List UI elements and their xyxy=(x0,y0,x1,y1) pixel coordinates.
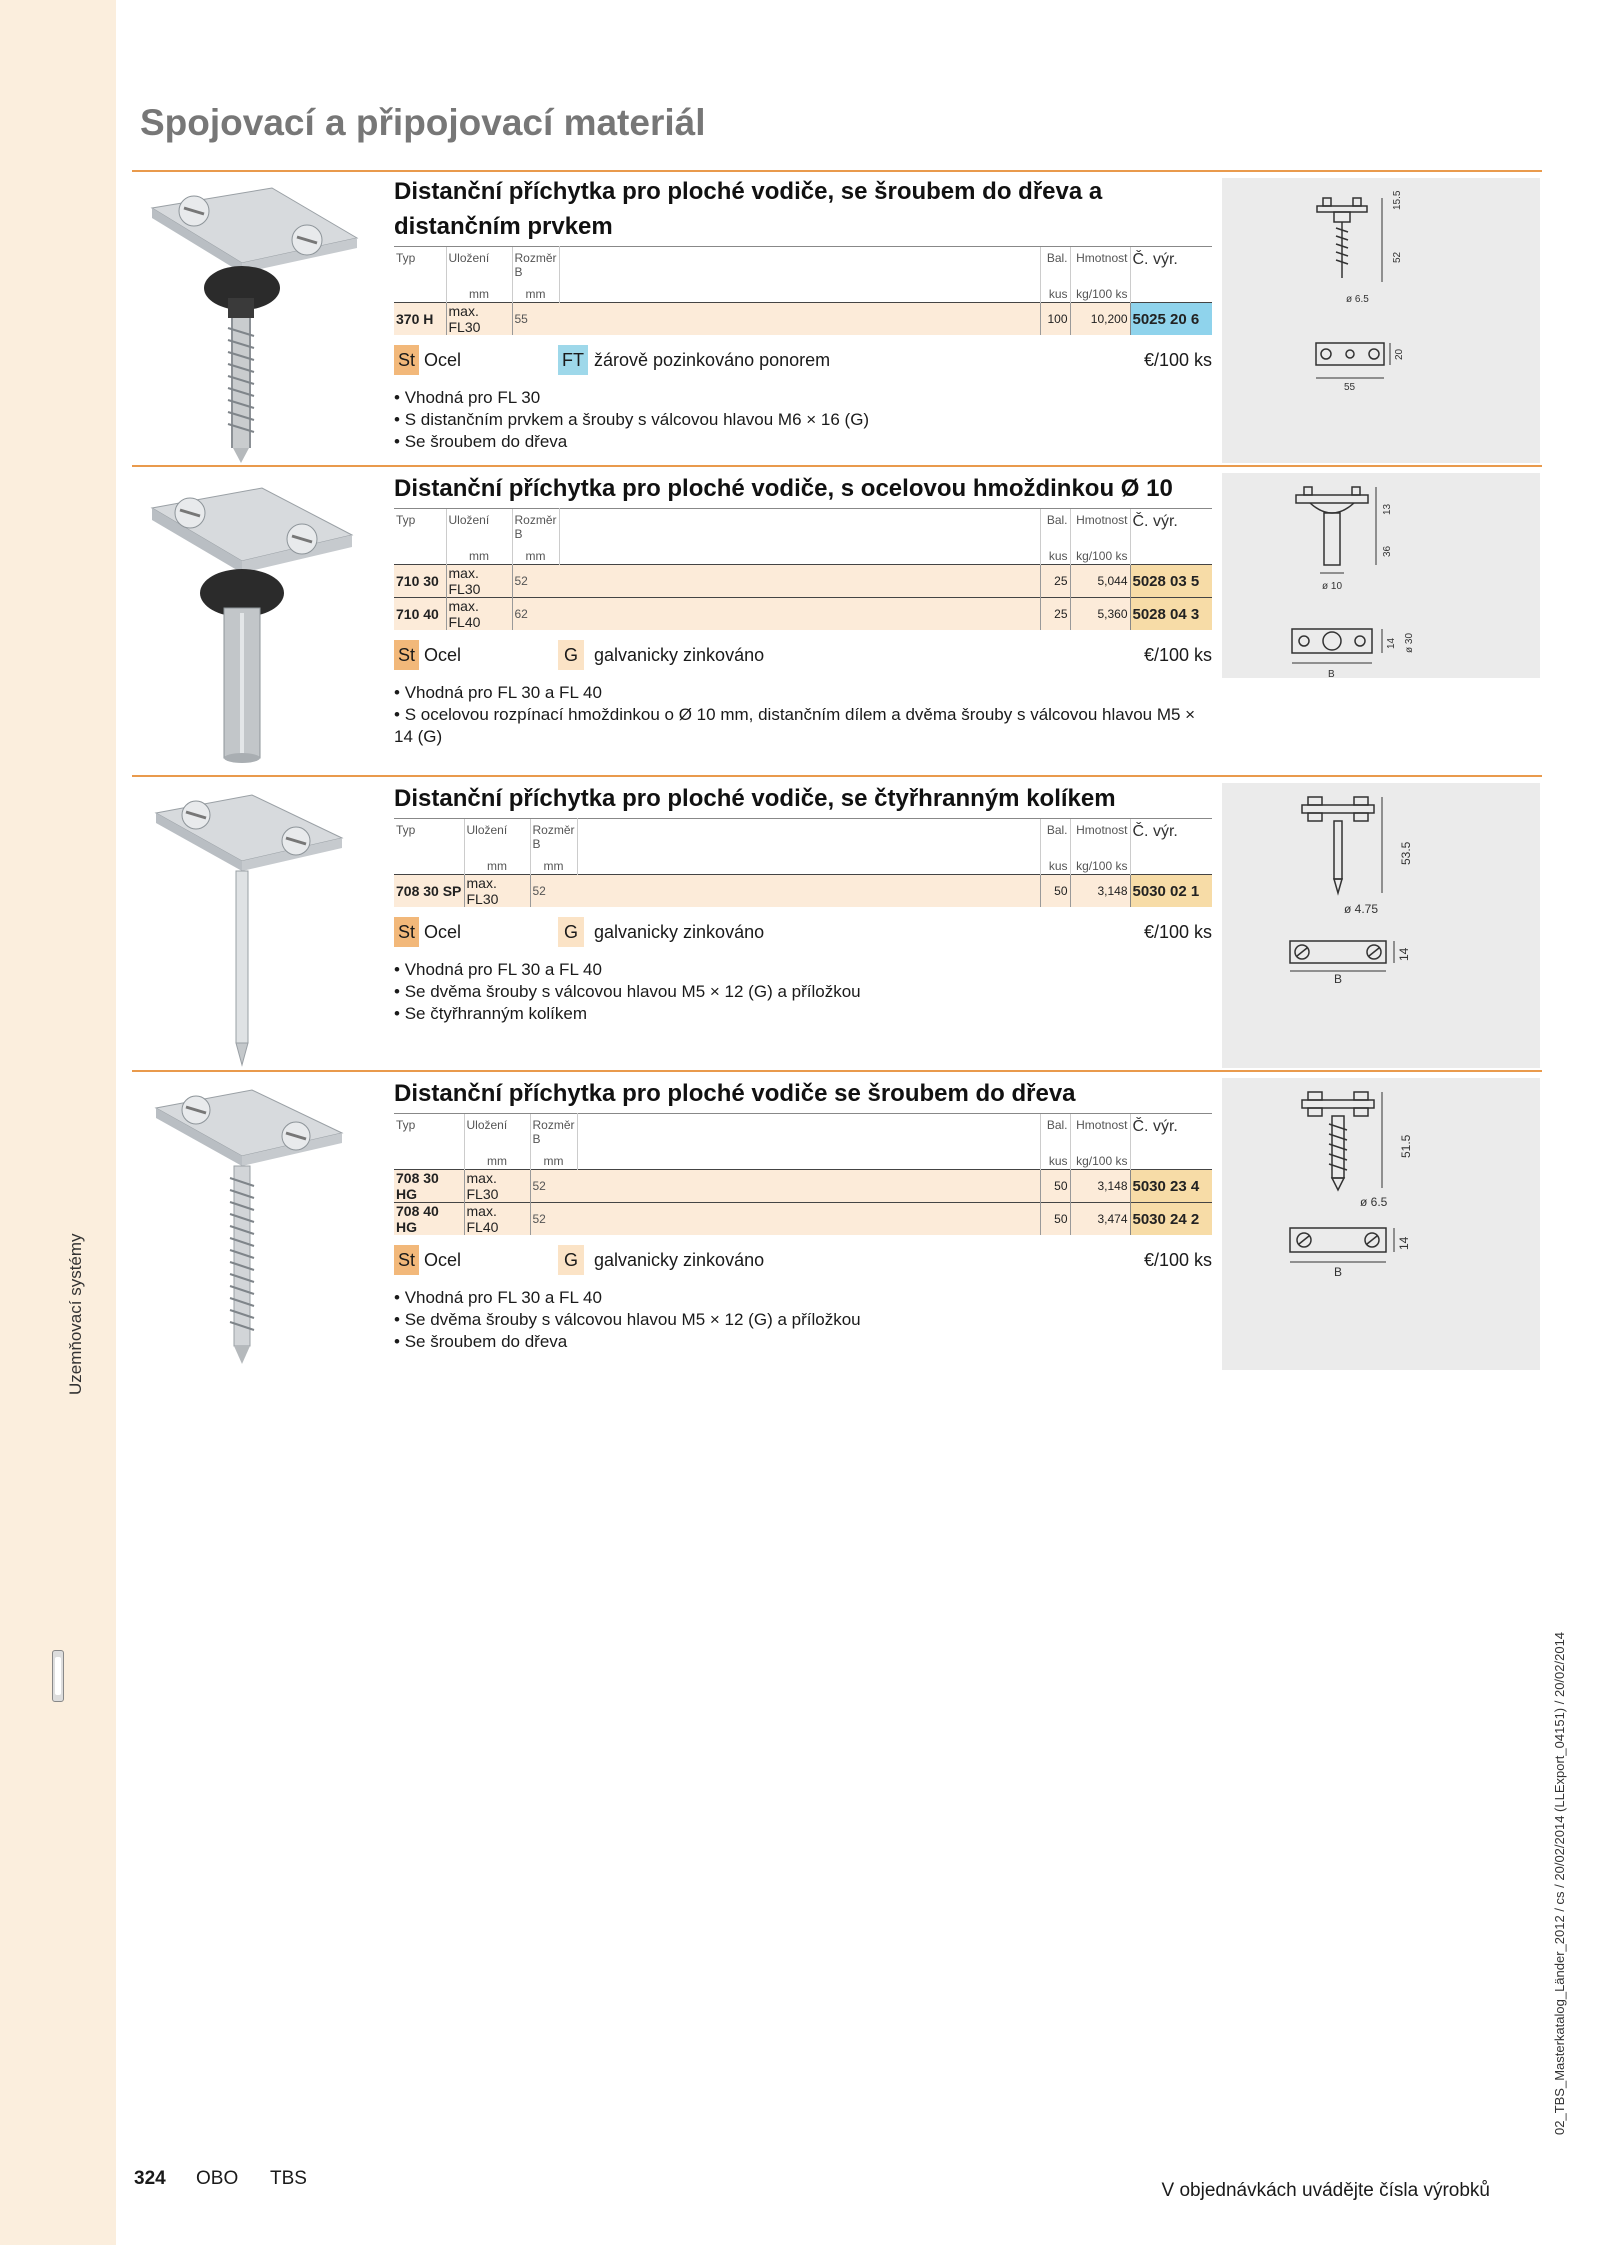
list-item: • S distančním prvkem a šrouby s válcovou hlavou M6 × 16 (G) xyxy=(394,409,1212,431)
dim-label: B xyxy=(1334,972,1343,986)
price-unit: €/100 ks xyxy=(1143,922,1212,942)
col-weight: Hmotnost xyxy=(1070,1114,1130,1152)
dim-label: 52 xyxy=(1392,251,1403,263)
list-item: • Vhodná pro FL 30 xyxy=(394,387,1212,409)
price-unit: €/100 ks xyxy=(1143,1250,1212,1270)
col-dim: Rozměr B xyxy=(512,247,559,285)
cell-dim: 62 xyxy=(512,598,559,631)
dim-label: 51.5 xyxy=(1399,1134,1413,1158)
table-row xyxy=(394,1203,1212,1236)
col-bal: Bal. xyxy=(1040,1114,1070,1152)
cell-bal: 50 xyxy=(1040,875,1070,908)
unit-mm: mm xyxy=(464,1152,530,1170)
material-name: Ocel xyxy=(424,350,462,370)
cell-weight: 3,474 xyxy=(1070,1203,1130,1236)
unit-mm: mm xyxy=(446,285,512,303)
unit-kus: kus xyxy=(1040,285,1070,303)
col-typ: Typ xyxy=(394,819,464,857)
feature-list xyxy=(394,682,1212,748)
list-item: • Vhodná pro FL 30 a FL 40 xyxy=(394,682,1212,704)
unit-kg: kg/100 ks xyxy=(1070,1152,1130,1170)
cell-mount: max. FL30 xyxy=(464,1170,530,1203)
finish-name: galvanicky zinkováno xyxy=(594,1250,765,1270)
cell-weight: 10,200 xyxy=(1070,303,1130,336)
cell-dim: 52 xyxy=(530,875,577,908)
list-item: • S ocelovou rozpínací hmoždinkou o Ø 10 mm, distančním dílem a dvěma šrouby s válcovou hlavou M5 × 14 (G) xyxy=(394,704,1212,748)
finish-name: galvanicky zinkováno xyxy=(594,645,765,665)
cell-art: 5030 23 4 xyxy=(1130,1170,1212,1203)
product-title: Distanční příchytka pro ploché vodiče se šroubem do dřeva xyxy=(394,1080,1076,1107)
col-weight: Hmotnost xyxy=(1070,509,1130,547)
spec-table xyxy=(394,818,1212,907)
unit-kus: kus xyxy=(1040,547,1070,565)
product-section-2 xyxy=(132,465,1542,775)
cell-art: 5025 20 6 xyxy=(1130,303,1212,336)
cell-bal: 100 xyxy=(1040,303,1070,336)
cell-typ: 708 30 HG xyxy=(394,1170,464,1203)
unit-kg: kg/100 ks xyxy=(1070,857,1130,875)
col-dim: Rozměr B xyxy=(512,509,559,547)
cell-dim: 55 xyxy=(512,303,559,336)
col-mount: Uložení xyxy=(464,819,530,857)
feature-list xyxy=(394,1287,1212,1353)
technical-drawing-3 xyxy=(1222,783,1540,1068)
cell-art: 5030 02 1 xyxy=(1130,875,1212,908)
spec-table xyxy=(394,246,1212,335)
col-mount: Uložení xyxy=(446,247,512,285)
table-row xyxy=(394,565,1212,598)
col-bal: Bal. xyxy=(1040,247,1070,285)
cell-weight: 3,148 xyxy=(1070,1170,1130,1203)
material-code: St xyxy=(394,640,419,670)
cell-weight: 5,360 xyxy=(1070,598,1130,631)
col-typ: Typ xyxy=(394,509,446,547)
material-row xyxy=(394,345,1212,375)
col-art: Č. výr. xyxy=(1130,1114,1212,1152)
col-dim: Rozměr B xyxy=(530,1114,577,1152)
dim-label: 13 xyxy=(1382,503,1393,515)
dim-label: ø 30 xyxy=(1404,632,1415,653)
dim-label: 15.5 xyxy=(1392,190,1403,210)
technical-drawing-2 xyxy=(1222,473,1540,678)
material-code: St xyxy=(394,345,419,375)
cell-typ: 710 30 xyxy=(394,565,446,598)
material-code: St xyxy=(394,1245,419,1275)
dim-label: B xyxy=(1328,669,1335,678)
list-item: • Se dvěma šrouby s válcovou hlavou M5 × 12 (G) a příložkou xyxy=(394,1309,1212,1331)
cell-weight: 3,148 xyxy=(1070,875,1130,908)
col-art: Č. výr. xyxy=(1130,819,1212,857)
cell-bal: 50 xyxy=(1040,1203,1070,1236)
cell-art: 5028 04 3 xyxy=(1130,598,1212,631)
unit-kus: kus xyxy=(1040,1152,1070,1170)
cell-bal: 25 xyxy=(1040,598,1070,631)
cell-art: 5030 24 2 xyxy=(1130,1203,1212,1236)
dim-label: 20 xyxy=(1394,348,1405,360)
list-item: • Vhodná pro FL 30 a FL 40 xyxy=(394,959,1212,981)
material-code: St xyxy=(394,917,419,947)
unit-kg: kg/100 ks xyxy=(1070,285,1130,303)
brand-sub: TBS xyxy=(270,2168,307,2189)
col-weight: Hmotnost xyxy=(1070,819,1130,857)
finish-name: galvanicky zinkováno xyxy=(594,922,765,942)
material-name: Ocel xyxy=(424,645,462,665)
spec-table xyxy=(394,508,1212,630)
table-row xyxy=(394,1170,1212,1203)
unit-kus: kus xyxy=(1040,857,1070,875)
cell-art: 5028 03 5 xyxy=(1130,565,1212,598)
col-mount: Uložení xyxy=(464,1114,530,1152)
dim-label: ø 6.5 xyxy=(1360,1195,1388,1209)
price-unit: €/100 ks xyxy=(1143,645,1212,665)
footer-note: V objednávkách uvádějte čísla výrobků xyxy=(1161,2180,1490,2201)
table-row xyxy=(394,303,1212,336)
material-name: Ocel xyxy=(424,922,462,942)
cell-typ: 370 H xyxy=(394,303,446,336)
feature-list xyxy=(394,959,1212,1025)
unit-mm: mm xyxy=(512,285,559,303)
dim-label: B xyxy=(1334,1265,1343,1279)
side-band xyxy=(0,0,116,2245)
price-unit: €/100 ks xyxy=(1143,350,1212,370)
dim-label: 53.5 xyxy=(1399,841,1413,865)
cell-bal: 50 xyxy=(1040,1170,1070,1203)
dim-label: ø 6.5 xyxy=(1346,294,1369,305)
product-title: Distanční příchytka pro ploché vodiče, se čtyřhranným kolíkem xyxy=(394,785,1116,812)
finish-name: žárově pozinkováno ponorem xyxy=(594,350,831,370)
cell-bal: 25 xyxy=(1040,565,1070,598)
finish-code: FT xyxy=(558,345,588,375)
technical-drawing-4 xyxy=(1222,1078,1540,1370)
unit-mm: mm xyxy=(446,547,512,565)
table-row xyxy=(394,875,1212,908)
dim-label: 14 xyxy=(1397,1236,1411,1250)
feature-list xyxy=(394,387,1212,453)
col-bal: Bal. xyxy=(1040,819,1070,857)
col-art: Č. výr. xyxy=(1130,247,1212,285)
product-content-1 xyxy=(394,174,1212,453)
cell-dim: 52 xyxy=(512,565,559,598)
unit-mm: mm xyxy=(530,857,577,875)
technical-drawing-1 xyxy=(1222,178,1540,463)
cell-typ: 708 30 SP xyxy=(394,875,464,908)
list-item: • Se šroubem do dřeva xyxy=(394,1331,1212,1353)
product-title: Distanční příchytka pro ploché vodiče, s ocelovou hmoždinkou Ø 10 xyxy=(394,475,1173,502)
list-item: • Se čtyřhranným kolíkem xyxy=(394,1003,1212,1025)
finish-code: G xyxy=(558,640,584,670)
cell-weight: 5,044 xyxy=(1070,565,1130,598)
dim-label: 36 xyxy=(1382,545,1393,557)
finish-code: G xyxy=(558,917,584,947)
finish-code: G xyxy=(558,1245,584,1275)
dim-label: ø 10 xyxy=(1322,581,1343,592)
spec-table xyxy=(394,1113,1212,1235)
list-item: • Vhodná pro FL 30 a FL 40 xyxy=(394,1287,1212,1309)
unit-mm: mm xyxy=(512,547,559,565)
col-typ: Typ xyxy=(394,1114,464,1152)
chapter-tab-icon xyxy=(52,1650,64,1702)
product-section-1 xyxy=(132,170,1542,465)
col-weight: Hmotnost xyxy=(1070,247,1130,285)
cell-mount: max. FL30 xyxy=(446,303,512,336)
dim-label: ø 4.75 xyxy=(1344,902,1379,916)
cell-dim: 52 xyxy=(530,1170,577,1203)
cell-mount: max. FL30 xyxy=(446,565,512,598)
col-art: Č. výr. xyxy=(1130,509,1212,547)
unit-kg: kg/100 ks xyxy=(1070,547,1130,565)
product-content-3 xyxy=(394,781,1212,1025)
product-photo-3 xyxy=(142,783,382,1068)
col-mount: Uložení xyxy=(446,509,512,547)
list-item: • Se dvěma šrouby s válcovou hlavou M5 × 12 (G) a příložkou xyxy=(394,981,1212,1003)
brand-name: OBO xyxy=(196,2168,239,2189)
table-row xyxy=(394,598,1212,631)
cell-typ: 710 40 xyxy=(394,598,446,631)
material-row xyxy=(394,1245,1212,1275)
dim-label: 55 xyxy=(1344,382,1356,393)
cell-mount: max. FL30 xyxy=(464,875,530,908)
cell-mount: max. FL40 xyxy=(446,598,512,631)
unit-mm: mm xyxy=(464,857,530,875)
side-chapter-label: Uzemňovací systémy xyxy=(66,1233,85,1395)
cell-mount: max. FL40 xyxy=(464,1203,530,1236)
cell-typ: 708 40 HG xyxy=(394,1203,464,1236)
catalog-reference: 02_TBS_Masterkatalog_Länder_2012 / cs / 20/02/2014 (LLExport_04151) / 20/02/2014 xyxy=(1552,1631,1567,2135)
product-content-4 xyxy=(394,1076,1212,1353)
page-title: Spojovací a připojovací materiál xyxy=(140,102,706,143)
product-section-3 xyxy=(132,775,1542,1070)
dim-label: 14 xyxy=(1386,637,1397,649)
col-dim: Rozměr B xyxy=(530,819,577,857)
col-typ: Typ xyxy=(394,247,446,285)
dim-label: 14 xyxy=(1397,947,1411,961)
material-name: Ocel xyxy=(424,1250,462,1270)
product-content-2 xyxy=(394,471,1212,748)
product-photo-4 xyxy=(142,1078,382,1368)
cell-dim: 52 xyxy=(530,1203,577,1236)
material-row xyxy=(394,640,1212,670)
product-section-4 xyxy=(132,1070,1542,1370)
product-title: Distanční příchytka pro ploché vodiče, se šroubem do dřeva a distančním prvkem xyxy=(394,178,1103,240)
product-photo-2 xyxy=(142,473,382,763)
col-bal: Bal. xyxy=(1040,509,1070,547)
product-photo-1 xyxy=(142,178,382,463)
material-row xyxy=(394,917,1212,947)
list-item: • Se šroubem do dřeva xyxy=(394,431,1212,453)
unit-mm: mm xyxy=(530,1152,577,1170)
page-number: 324 xyxy=(134,2168,166,2189)
